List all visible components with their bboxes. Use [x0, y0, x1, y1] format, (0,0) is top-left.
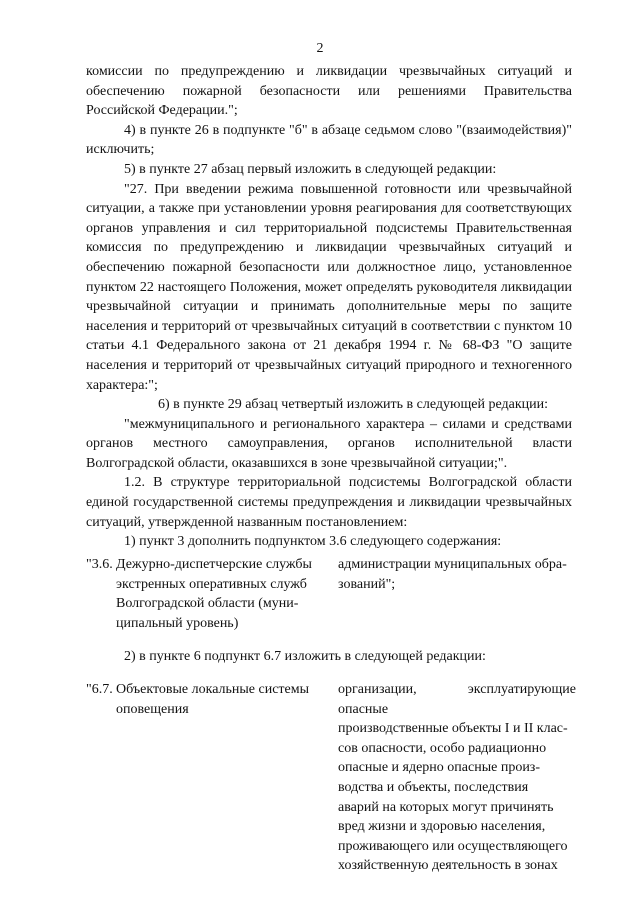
paragraph-item-4: 4) в пункте 26 в подпункте "б" в абзаце седьмом слово "(взаимодействия)" исключить;	[86, 122, 572, 158]
text-line: сов опасности, особо радиационно	[338, 740, 547, 756]
text-line: хозяйственную деятельность в зонах	[338, 858, 558, 874]
text-line: ципальный уровень)	[116, 615, 239, 631]
text-line: водства и объекты, последствия	[338, 779, 529, 795]
document-body	[86, 62, 572, 552]
paragraph-item-5: 5) в пункте 27 абзац первый изложить в следующей редакции:	[124, 161, 497, 177]
row-service-name	[116, 680, 332, 719]
text-line: зований";	[338, 576, 396, 592]
text-line: Объектовые локальные системы	[116, 682, 310, 697]
text-line: оповещения	[116, 701, 189, 717]
row-responsible	[338, 680, 576, 876]
paragraph-item-6: 6) в пункте 29 абзац четвертый изложить в следующей редакции:	[158, 397, 548, 413]
paragraph-quote-27: "27. При введении режима повышенной готовности или чрезвычайной ситуации, а также при установлении уровня реагирования для соответствующих органов управления и сил территориальной подсистемы Правительственная комиссия по предупреждению и ликвидации чрезвычайных ситуаций и обеспечению пожарной безопасности или должностное лицо, установленное пунктом 22 настоящего Положения, может определять руководителя ликвидации чрезвычайной ситуации и принимать дополнительные меры по защите населения и территорий от чрезвычайных ситуаций в соответствии с пунктом 10 статьи 4.1 Федерального закона от 21 декабря 1994 г. № 68-ФЗ "О защите населения и территорий от чрезвычайных ситуаций природного и техногенного характера:";	[86, 181, 572, 393]
paragraph-subitem-1: 1) пункт 3 дополнить подпунктом 3.6 следующего содержания:	[124, 534, 502, 550]
row-responsible	[338, 555, 576, 594]
page-number: 2	[316, 41, 324, 56]
row-number: "3.6.	[86, 557, 113, 572]
text-line: вред жизни и здоровью населения,	[338, 819, 546, 835]
text-line: аварий на которых могут причинять	[338, 799, 554, 815]
text-line: Дежурно-диспетчерские службы	[116, 557, 312, 572]
text-line: опасные и ядерно опасные произ-	[338, 760, 541, 776]
paragraph-continuation: комиссии по предупреждению и ликвидации чрезвычайных ситуаций и обеспечению пожарной безопасности или решениями Правительства Российской Федерации.";	[86, 64, 572, 119]
paragraph-quote-29: "межмуниципального и регионального характера – силами и средствами органов местного самоуправления, органов исполнительной власти Волгоградской области, оказавшихся в зоне чрезвычайной ситуации;".	[86, 416, 572, 471]
text-line: производственные объекты I и II клас-	[338, 721, 568, 737]
row-service-name	[116, 555, 332, 633]
text-line: организации, эксплуатирующие опасные	[338, 682, 576, 717]
text-line: администрации муниципальных обра-	[338, 557, 567, 572]
text-line: экстренных оперативных служб	[116, 576, 307, 592]
paragraph-section-1-2: 1.2. В структуре территориальной подсистемы Волгоградской области единой государственной системы предупреждения и ликвидации чрезвычайных ситуаций, утвержденной названным постановлением:	[86, 475, 572, 530]
text-line: проживающего или осуществляющего	[338, 838, 568, 854]
row-number: "6.7.	[86, 682, 113, 697]
paragraph-subitem-2: 2) в пункте 6 подпункт 6.7 изложить в следующей редакции:	[124, 649, 486, 664]
text-line: Волгоградской области (муни-	[116, 596, 299, 612]
